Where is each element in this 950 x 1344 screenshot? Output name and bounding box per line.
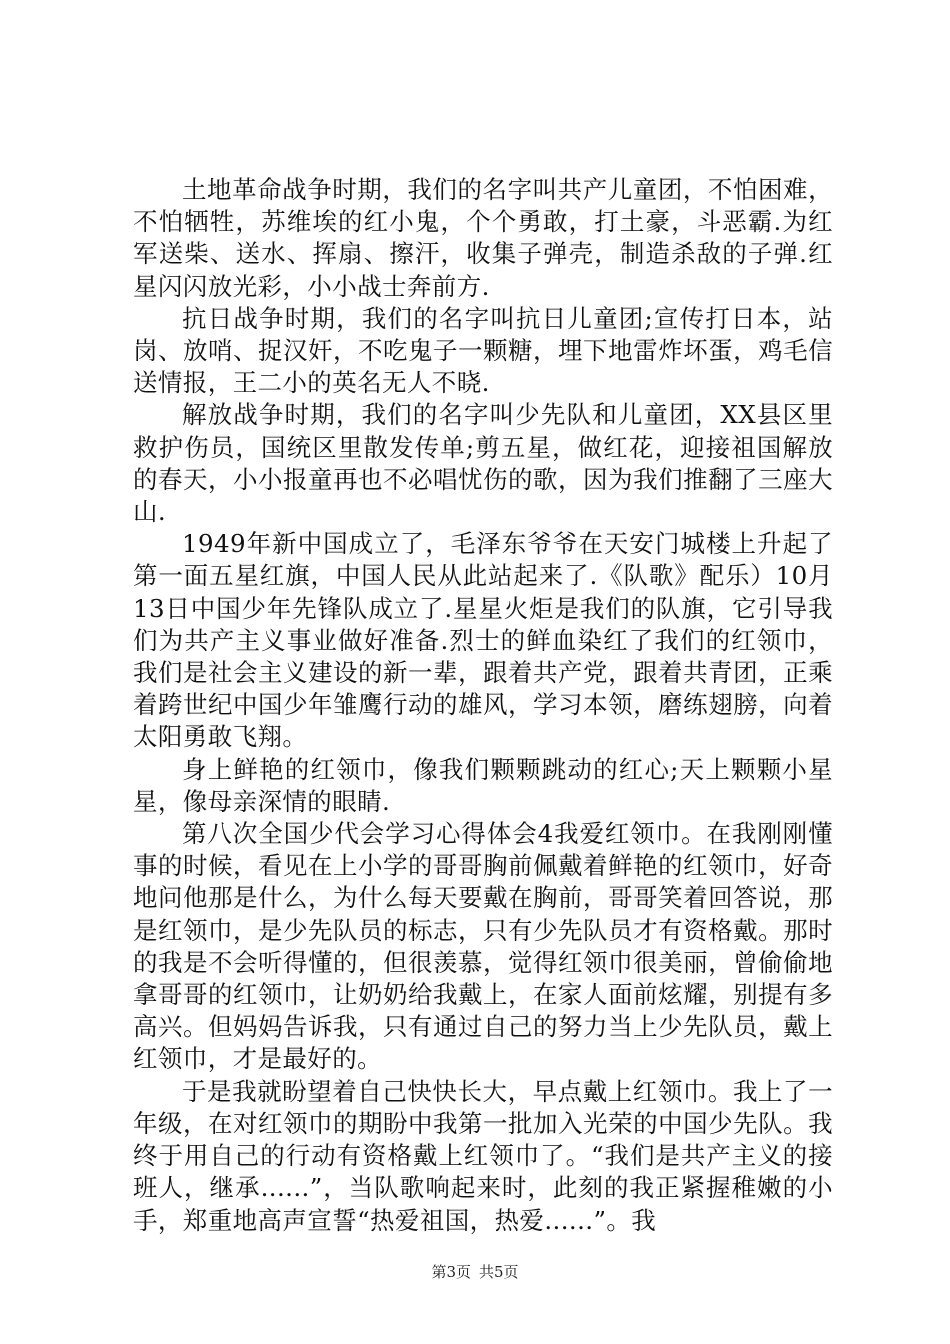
paragraph-red-scarf-heart: 身上鲜艳的红领巾，像我们颗颗跳动的红心;天上颗颗小星星，像母亲深情的眼睛.: [133, 754, 833, 816]
page-total: 共5页: [479, 1263, 519, 1281]
paragraph-liberation-war: 解放战争时期，我们的名字叫少先队和儿童团，XX县区里救护伤员，国统区里散发传单;剪五星，做红花，迎接祖国解放的春天，小小报童再也不必唱忧伤的歌，因为我们推翻了三座大山.: [133, 400, 833, 527]
page-number: 第3页: [431, 1263, 471, 1281]
paragraph-land-revolution: 土地革命战争时期，我们的名字叫共产儿童团，不怕困难，不怕牺牲，苏维埃的红小鬼，个个勇敢，打土豪，斗恶霸.为红军送柴、送水、挥扇、擦汗，收集子弹壳，制造杀敌的子弹.红星闪闪放光彩，小小战士奔前方.: [133, 175, 833, 301]
paragraph-founding-1949: 1949年新中国成立了，毛泽东爷爷在天安门城楼上升起了第一面五星红旗，中国人民从此站起来了.《队歌》配乐）10月13日中国少年先锋队成立了.星星火炬是我们的队旗，它引导我们为共产主义事业做好准备.烈士的鲜血染红了我们的红领巾，我们是社会主义建设的新一辈，跟着共产党，跟着共青团，正乘着跨世纪中国少年雏鹰行动的雄风，学习本领，磨练翅膀，向着太阳勇敢飞翔。: [133, 529, 833, 752]
document-body: [133, 174, 833, 1237]
paragraph-joining-pioneers: 于是我就盼望着自己快快长大，早点戴上红领巾。我上了一年级，在对红领巾的期盼中我第一批加入光荣的中国少先队。我终于用自己的行动有资格戴上红领巾了。“我们是共产主义的接班人，继承......”，当队歌响起来时，此刻的我正紧握稚嫩的小手，郑重地高声宣誓“热爱祖国，热爱......”。我: [133, 1076, 833, 1235]
paragraph-anti-japanese-war: 抗日战争时期，我们的名字叫抗日儿童团;宣传打日本，站岗、放哨、捉汉奸，不吃鬼子一颗糖，埋下地雷炸坏蛋，鸡毛信送情报，王二小的英名无人不晓.: [133, 303, 833, 398]
page-footer: [0, 1262, 950, 1282]
paragraph-i-love-red-scarf: 第八次全国少代会学习心得体会4我爱红领巾。在我刚刚懂事的时候，看见在上小学的哥哥胸前佩戴着鲜艳的红领巾，好奇地问他那是什么，为什么每天要戴在胸前，哥哥笑着回答说，那是红领巾，是少先队员的标志，只有少先队员才有资格戴。那时的我是不会听得懂的，但很羡慕，觉得红领巾很美丽，曾偷偷地拿哥哥的红领巾，让奶奶给我戴上，在家人面前炫耀，别提有多高兴。但妈妈告诉我，只有通过自己的努力当上少先队员，戴上红领巾，才是最好的。: [133, 819, 833, 1074]
